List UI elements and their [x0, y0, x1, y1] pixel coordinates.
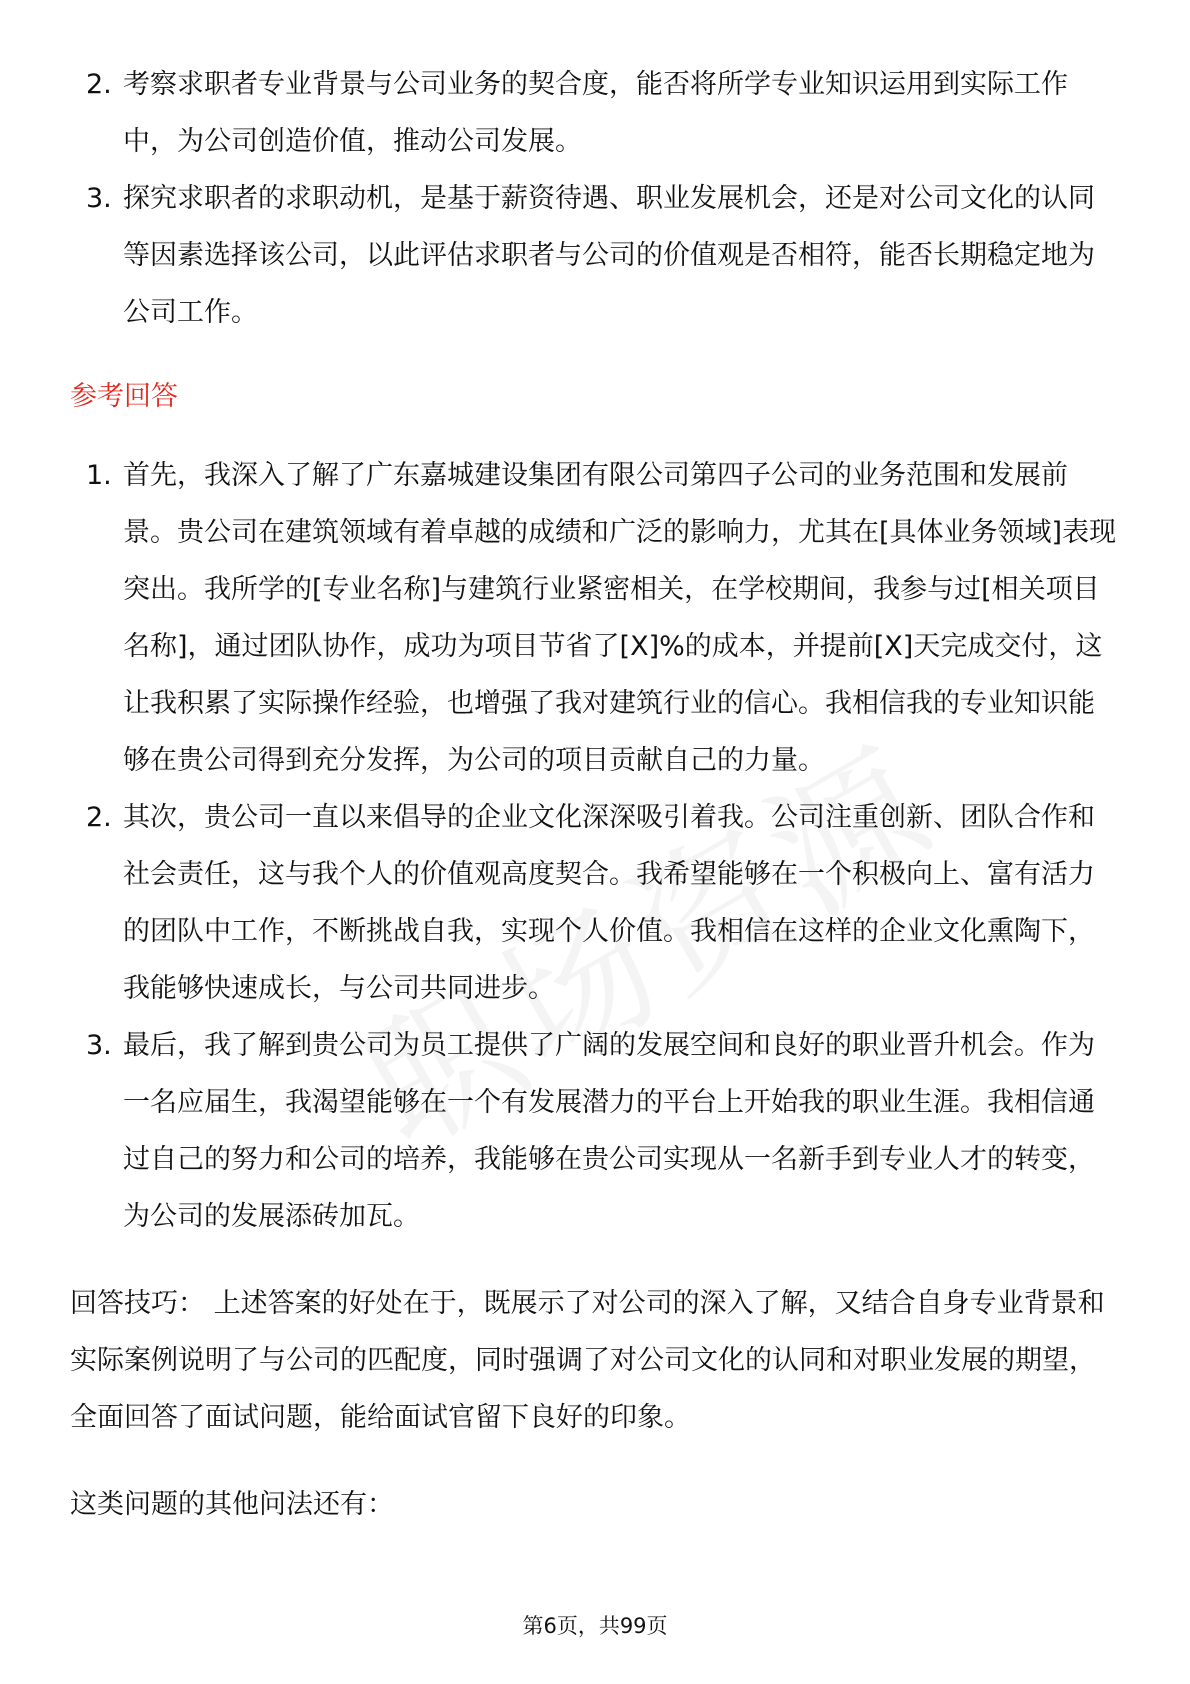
- list-item-text: 其次，贵公司一直以来倡导的企业文化深深吸引着我。公司注重创新、团队合作和社会责任，这与我个人的价值观高度契合。我希望能够在一个积极向上、富有活力的团队中工作，不断挑战自我，实现个人价值。我相信在这样的企业文化熏陶下，我能够快速成长，与公司共同进步。: [123, 802, 1095, 1004]
- list-item-text: 考察求职者专业背景与公司业务的契合度，能否将所学专业知识运用到实际工作中，为公司创造价值，推动公司发展。: [123, 69, 1068, 157]
- question-intent-list: [70, 56, 1120, 341]
- list-number: 1.: [86, 460, 112, 491]
- list-item: [70, 447, 1120, 789]
- list-item-text: 探究求职者的求职动机，是基于薪资待遇、职业发展机会，还是对公司文化的认同等因素选择该公司，以此评估求职者与公司的价值观是否相符，能否长期稳定地为公司工作。: [123, 183, 1095, 328]
- list-item: [70, 170, 1120, 341]
- list-item: [70, 56, 1120, 170]
- list-item-text: 首先，我深入了解了广东嘉城建设集团有限公司第四子公司的业务范围和发展前景。贵公司在建筑领域有着卓越的成绩和广泛的影响力，尤其在[具体业务领域]表现突出。我所学的[专业名称]与建筑行业紧密相关，在学校期间，我参与过[相关项目名称]，通过团队协作，成功为项目节省了[X]%的成本，并提前[X]天完成交付，这让我积累了实际操作经验，也增强了我对建筑行业的信心。我相信我的专业知识能够在贵公司得到充分发挥，为公司的项目贡献自己的力量。: [123, 460, 1117, 776]
- other-phrasings-paragraph: 这类问题的其他问法还有：: [70, 1489, 394, 1520]
- list-number: 3.: [86, 183, 112, 214]
- page-content: [70, 56, 1120, 1533]
- list-number: 2.: [86, 69, 112, 100]
- list-item: [70, 1017, 1120, 1245]
- reference-answer-list: [70, 447, 1120, 1245]
- list-item: [70, 789, 1120, 1017]
- list-number: 2.: [86, 802, 112, 833]
- section-heading-reference-answer: 参考回答: [70, 381, 178, 412]
- list-item-text: 最后，我了解到贵公司为员工提供了广阔的发展空间和良好的职业晋升机会。作为一名应届生，我渴望能够在一个有发展潜力的平台上开始我的职业生涯。我相信通过自己的努力和公司的培养，我能够在贵公司实现从一名新手到专业人才的转变，为公司的发展添砖加瓦。: [123, 1030, 1095, 1232]
- answer-tip-paragraph: 回答技巧： 上述答案的好处在于，既展示了对公司的深入了解，又结合自身专业背景和实际案例说明了与公司的匹配度，同时强调了对公司文化的认同和对职业发展的期望，全面回答了面试问题，能给面试官留下良好的印象。: [70, 1288, 1105, 1433]
- list-number: 3.: [86, 1030, 112, 1061]
- page-footer: 第6页，共99页: [522, 1614, 668, 1638]
